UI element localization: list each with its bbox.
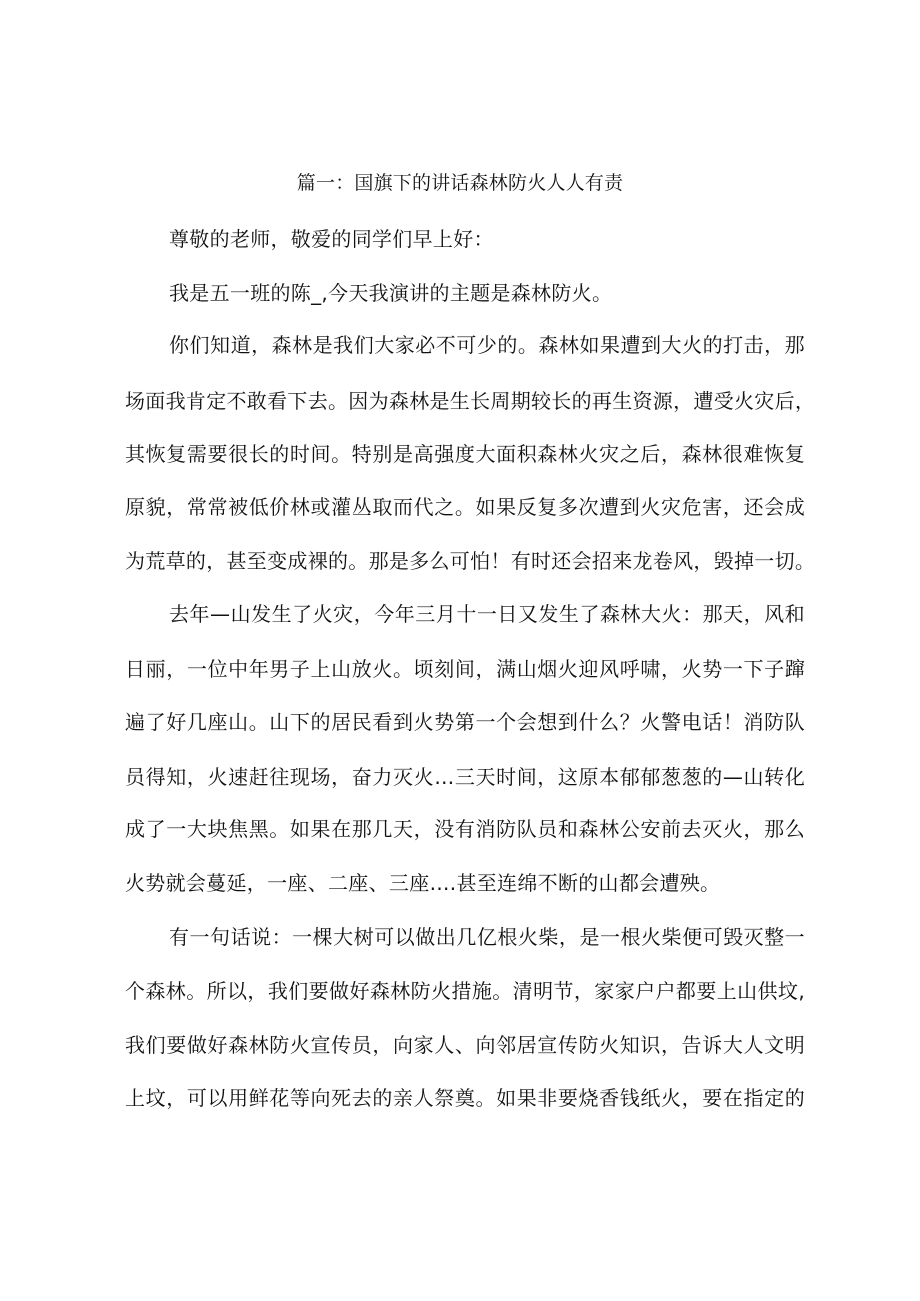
paragraph-line: 员得知，火速赶往现场，奋力灭火…三天时间，这原本郁郁葱葱的—山转化 xyxy=(125,765,805,789)
paragraph-line: 场面我肯定不敢看下去。因为森林是生长周期较长的再生资源，遭受火灾后， xyxy=(125,389,816,413)
greeting-line: 尊敬的老师，敬爱的同学们早上好： xyxy=(169,227,494,251)
paragraph-line: 原貌，常常被低价林或灌丛取而代之。如果反复多次遭到火灾危害，还会成 xyxy=(125,495,805,519)
paragraph-line: 遍了好几座山。山下的居民看到火势第一个会想到什么？火警电话！消防队 xyxy=(125,710,805,734)
paragraph-line: 个森林。所以，我们要做好森林防火措施。清明节，家家户户都要上山供坟, xyxy=(125,979,805,1003)
intro-line: 我是五一班的陈_,今天我演讲的主题是森林防火。 xyxy=(169,281,613,305)
paragraph-line: 为荒草的，甚至变成裸的。那是多么可怕！有时还会招来龙卷风，毁掉一切。 xyxy=(125,549,816,573)
paragraph-line: 去年—山发生了火灾，今年三月十一日又发生了森林大火：那天，风和 xyxy=(169,602,805,626)
paragraph-line: 我们要做好森林防火宣传员，向家人、向邻居宣传防火知识，告诉大人文明 xyxy=(125,1033,805,1057)
paragraph-line: 有一句话说：一棵大树可以做出几亿根火柴，是一根火柴便可毁灭整一 xyxy=(169,925,805,949)
paragraph-line: 成了一大块焦黑。如果在那几天，没有消防队员和森林公安前去灭火，那么 xyxy=(125,817,805,841)
document-title: 篇一：国旗下的讲话森林防火人人有责 xyxy=(296,172,624,194)
paragraph-line: 日丽，一位中年男子上山放火。顷刻间，满山烟火迎风呼啸，火势一下子蹿 xyxy=(125,657,805,681)
paragraph-line: 火势就会蔓延，一座、二座、三座….甚至连绵不断的山都会遭殃。 xyxy=(125,871,721,895)
paragraph-line: 上坟，可以用鲜花等向死去的亲人祭奠。如果非要烧香钱纸火，要在指定的 xyxy=(125,1086,805,1110)
paragraph-line: 其恢复需要很长的时间。特别是高强度大面积森林火灾之后，森林很难恢复 xyxy=(125,442,805,466)
paragraph-line: 你们知道，森林是我们大家必不可少的。森林如果遭到大火的打击，那 xyxy=(169,333,805,357)
